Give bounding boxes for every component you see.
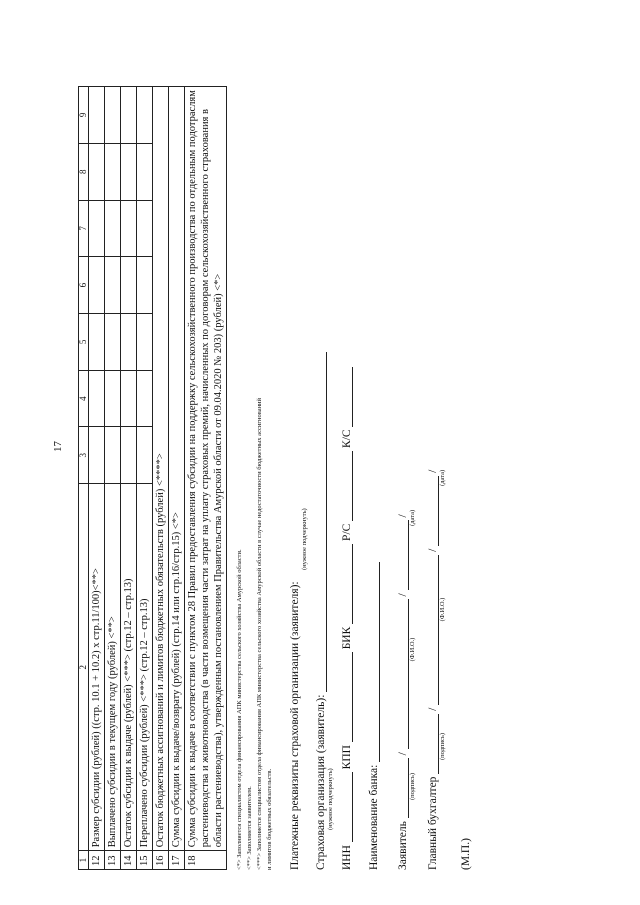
requisites-row [340,70,353,870]
date-hint: (дата) [409,509,416,527]
row-text: Остаток субсидии к выдаче (рублей) <***> (стр.12 – стр.13) [121,484,137,851]
footnote: <***> Заполняется специалистом отдела финансирования АПК министерства сельского хозяйства Амурской области в случае недостаточности бюджетных ассигнований [256,397,263,870]
applicant-date-field[interactable] [396,520,409,590]
ks-field[interactable] [340,367,353,427]
row-text: Сумма субсидии к выдаче/возврату (рублей) (стр.14 или стр.16/стр.15) <*> [169,87,185,851]
rs-field[interactable] [340,451,353,521]
bank-label: Наименование банка: [368,764,380,870]
row-number: 17 [169,851,185,870]
header-cell: 9 [79,87,89,144]
applicant-label: Заявитель [397,821,409,870]
seal: (М.П.) [460,838,472,870]
header-cell: 6 [79,257,89,314]
accountant-fio-field[interactable] [426,555,439,705]
header-cell: 8 [79,143,89,200]
page-number: 17 [52,441,64,452]
table-row [121,87,137,870]
footnote: и лимитов бюджетных обязательств. [266,768,273,870]
fio-hint: (Ф.И.О.) [439,597,446,622]
header-cell: 4 [79,370,89,427]
row-text: Сумма субсидии к выдаче в соответствии с пунктом 28 Правил предоставления субсидии на поддержку сельскохозяйственного производства по отдельным подотраслям растениеводства и животноводства (в части возмещения части затрат на уплату страховых премий, начисленных по договорам сельскохозяйственного страхования в области растениеводства), утвержденным постановлением Правительства Амурской области от 09.04.2020 № 203) (рублей) <*> [185,87,227,851]
row-text: Переплачено субсидии (рублей) <***> (стр.12 – стр.13) [137,484,153,851]
insurer-row [314,70,327,870]
underline-hint: (нужное подчеркнуть) [327,768,334,830]
footnote: <**> Заполняется заявителем. [246,786,253,870]
footnotes [235,70,275,870]
row-number: 15 [137,851,153,870]
header-cell: 1 [79,851,89,870]
header-cell: 7 [79,200,89,257]
kpp-field[interactable] [340,652,353,742]
row-number: 14 [121,851,137,870]
row-number: 12 [89,851,105,870]
inn-label: ИНН [341,845,353,870]
fio-hint: (Ф.И.О.) [409,637,416,662]
date-hint: (дата) [439,469,446,487]
bik-label: БИК [341,626,353,650]
footnote: <*> Заполняется специалистом отдела финансирования АПК министерства сельского хозяйства Амурской области. [236,549,243,870]
table-row [89,87,105,870]
payment-title: Платежные реквизиты страховой организации (заявителя): [289,581,301,870]
applicant-row: Заявитель / / / (подпись) (Ф.И.О.) (дата) [397,509,416,870]
bank-field[interactable] [367,562,380,762]
insurer-field[interactable] [314,352,327,692]
sign-hint: (подпись) [439,733,446,760]
header-cell: 2 [79,484,89,851]
rotated-page-content [78,70,638,870]
accountant-label: Главный бухгалтер [427,776,439,870]
table-header-row [79,87,89,870]
accountant-row: Главный бухгалтер / / / (подпись) (Ф.И.О.) (дата) [427,469,446,870]
sign-hint: (подпись) [409,773,416,800]
accountant-sign-field[interactable] [426,714,439,774]
rs-label: Р/С [341,523,353,541]
bank-row [367,70,380,870]
row-text: Выплачено субсидии в текущем году (рублей) <**> [105,484,121,851]
underline-hint: (нужное подчеркнуть) [301,508,308,570]
inn-field[interactable] [340,772,353,842]
table-row [137,87,153,870]
ks-label: К/С [341,429,353,448]
table-row [169,87,185,870]
header-cell: 5 [79,313,89,370]
row-number: 13 [105,851,121,870]
kpp-label: КПП [341,745,353,770]
accountant-date-field[interactable] [426,476,439,546]
bik-field[interactable] [340,544,353,624]
header-cell: 3 [79,427,89,484]
row-text: Размер субсидии (рублей) ((стр. 10.1 + 10.2) x стр.11/100)<**> [89,484,105,851]
applicant-fio-field[interactable] [396,599,409,749]
row-number: 18 [185,851,227,870]
table-row [153,87,169,870]
row-text: Остаток бюджетных ассигнований и лимитов бюджетных обязательств (рублей) <****> [153,87,169,851]
applicant-sign-field[interactable] [396,758,409,818]
insurer-label: Страховая организация (заявитель): [315,694,327,870]
subsidy-table [78,86,227,870]
row-number: 16 [153,851,169,870]
table-row [105,87,121,870]
payment-details-block [289,70,472,870]
table-row [185,87,227,870]
